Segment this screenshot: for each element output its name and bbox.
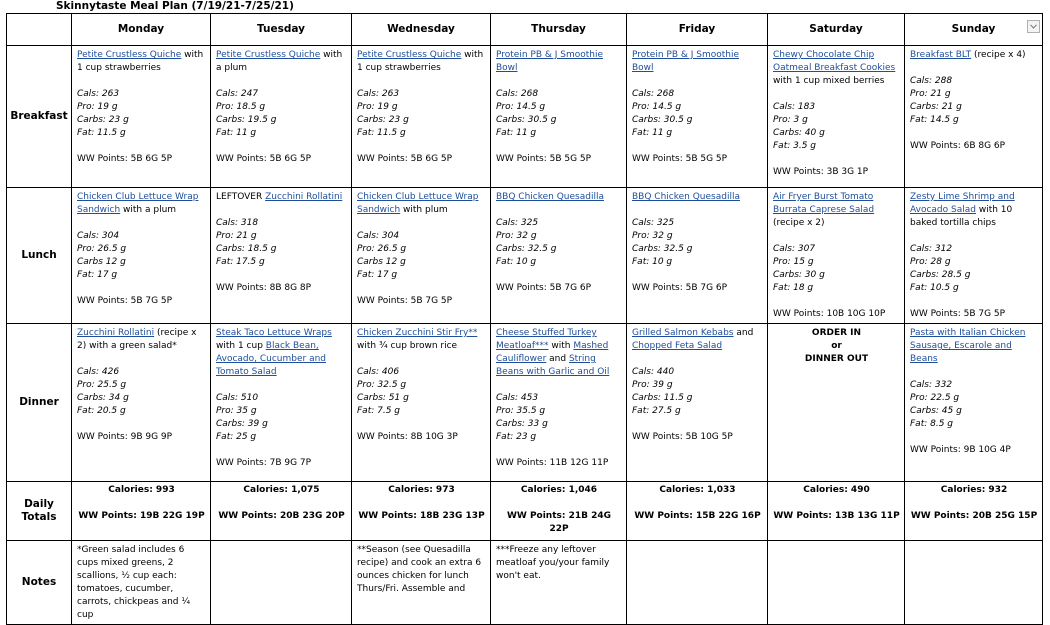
recipe-link[interactable]: Zucchini Rollatini xyxy=(265,192,343,202)
meal-description xyxy=(357,191,486,217)
row-label-lunch: Lunch xyxy=(7,188,72,324)
note-cell xyxy=(211,541,352,625)
spacer xyxy=(632,269,763,282)
nutrition-pro: Pro: 26.5 g xyxy=(77,244,127,254)
meal-cell xyxy=(491,46,627,188)
day-header: Tuesday xyxy=(211,14,352,46)
nutrition-fat: Fat: 14.5 g xyxy=(910,115,959,125)
meal-text: (recipe x 4) xyxy=(971,50,1026,60)
meal-text: with 10 baked tortilla chips xyxy=(910,205,1013,228)
meal-cell xyxy=(768,324,905,482)
recipe-link[interactable]: Petite Crustless Quiche xyxy=(216,50,321,60)
total-calories: Calories: 973 xyxy=(388,485,455,495)
spacer xyxy=(496,204,622,217)
spacer xyxy=(773,88,900,101)
nutrition-pro: Pro: 14.5 g xyxy=(632,102,682,112)
order-out-text: ORDER IN xyxy=(811,328,862,338)
total-ww-points: WW Points: 21B 24G 22P xyxy=(506,511,612,534)
nutrition-carbs: Carbs: 51 g xyxy=(357,393,409,403)
nutrition-cals: Cals: 268 xyxy=(496,89,539,99)
meal-description xyxy=(632,49,763,75)
nutrition-fat: Fat: 11 g xyxy=(632,128,673,138)
meal-cell xyxy=(72,188,211,324)
nutrition-cals: Cals: 453 xyxy=(496,393,539,403)
ww-points: WW Points: 5B 5G 5P xyxy=(496,154,592,164)
total-ww-points: WW Points: 19B 22G 19P xyxy=(78,511,205,521)
total-calories: Calories: 932 xyxy=(940,485,1008,495)
totals-label-line2: Totals xyxy=(21,511,57,523)
meal-description xyxy=(496,49,622,75)
nutrition-pro: Pro: 21 g xyxy=(216,231,257,241)
recipe-link[interactable]: Chicken Club Lettuce Wrap Sandwich xyxy=(77,192,199,215)
nutrition-fat: Fat: 10 g xyxy=(632,257,673,267)
nutrition-carbs: Carbs: 18.5 g xyxy=(216,244,277,254)
recipe-link[interactable]: BBQ Chicken Quesadilla xyxy=(496,192,604,202)
total-calories: Calories: 1,075 xyxy=(243,485,320,495)
totals-cell xyxy=(627,482,768,541)
spacer xyxy=(496,379,622,392)
meal-cell xyxy=(491,188,627,324)
recipe-link[interactable]: Petite Crustless Quiche xyxy=(357,50,462,60)
nutrition-fat: Fat: 27.5 g xyxy=(632,406,681,416)
meal-text: and xyxy=(733,328,754,338)
meal-description xyxy=(216,327,347,379)
meal-cell xyxy=(211,188,352,324)
ww-points: WW Points: 5B 7G 6P xyxy=(632,283,728,293)
totals-cell xyxy=(491,482,627,541)
nutrition-cals: Cals: 288 xyxy=(910,76,953,86)
note-cell xyxy=(627,541,768,625)
spacer xyxy=(910,127,1038,140)
meal-description xyxy=(77,327,206,353)
spacer xyxy=(496,269,622,282)
spacer xyxy=(496,140,622,153)
spacer xyxy=(773,295,900,308)
nutrition-carbs: Carbs: 45 g xyxy=(910,406,962,416)
nutrition-carbs: Carbs: 21 g xyxy=(910,102,962,112)
recipe-link[interactable]: Zesty Lime Shrimp and Avocado Salad xyxy=(910,192,1015,215)
total-ww-points: WW Points: 20B 23G 20P xyxy=(218,511,345,521)
ww-points: WW Points: 5B 5G 5P xyxy=(632,154,728,164)
day-header: Saturday xyxy=(768,14,905,46)
ww-points: WW Points: 5B 7G 5P xyxy=(77,296,173,306)
meal-description xyxy=(632,191,763,204)
meal-text: with plum xyxy=(400,205,448,215)
meal-description xyxy=(773,49,900,88)
meal-description xyxy=(496,327,622,379)
recipe-link[interactable]: Protein PB & J Smoothie Bowl xyxy=(496,50,604,73)
meal-cell xyxy=(768,188,905,324)
nutrition-pro: Pro: 25.5 g xyxy=(77,380,127,390)
recipe-link[interactable]: Chopped Feta Salad xyxy=(632,341,723,351)
recipe-link[interactable]: Chicken Club Lettuce Wrap Sandwich xyxy=(357,192,479,215)
ww-points: WW Points: 9B 9G 9P xyxy=(77,432,173,442)
meal-description xyxy=(216,49,347,75)
spacer xyxy=(910,230,1038,243)
nutrition-cals: Cals: 325 xyxy=(632,218,675,228)
note-cell xyxy=(905,541,1043,625)
corner-cell xyxy=(7,14,72,46)
row-label-notes: Notes xyxy=(7,541,72,625)
ww-points: WW Points: 11B 12G 11P xyxy=(496,458,609,468)
meal-text: (recipe x 2) xyxy=(773,218,825,228)
nutrition-fat: Fat: 11 g xyxy=(216,128,257,138)
nutrition-fat: Fat: 23 g xyxy=(496,432,537,442)
spacer xyxy=(632,75,763,88)
nutrition-cals: Cals: 263 xyxy=(77,89,120,99)
breakfast-row xyxy=(7,46,1043,188)
meal-description xyxy=(357,327,486,353)
recipe-link[interactable]: Petite Crustless Quiche xyxy=(77,50,182,60)
meal-cell xyxy=(491,324,627,482)
meal-description xyxy=(773,191,900,230)
row-label-totals xyxy=(7,482,72,541)
nutrition-fat: Fat: 11.5 g xyxy=(77,128,126,138)
nutrition-pro: Pro: 21 g xyxy=(910,89,951,99)
nutrition-cals: Cals: 406 xyxy=(357,367,400,377)
row-label-breakfast: Breakfast xyxy=(7,46,72,188)
ww-points: WW Points: 9B 10G 4P xyxy=(910,445,1011,455)
ww-points: WW Points: 5B 6G 5P xyxy=(216,154,312,164)
ww-points: WW Points: 5B 6G 5P xyxy=(77,154,173,164)
meal-plan-table xyxy=(6,13,1043,625)
ww-points: WW Points: 8B 10G 3P xyxy=(357,432,458,442)
nutrition-pro: Pro: 14.5 g xyxy=(496,102,546,112)
nutrition-cals: Cals: 268 xyxy=(632,89,675,99)
row-label-dinner: Dinner xyxy=(7,324,72,482)
nutrition-pro: Pro: 28 g xyxy=(910,257,951,267)
nutrition-carbs: Carbs: 40 g xyxy=(773,128,825,138)
nutrition-cals: Cals: 304 xyxy=(357,231,400,241)
note-cell xyxy=(768,541,905,625)
ww-points: WW Points: 3B 3G 1P xyxy=(773,167,869,177)
meal-description xyxy=(357,49,486,75)
meal-cell xyxy=(627,46,768,188)
nutrition-cals: Cals: 312 xyxy=(910,244,953,254)
nutrition-pro: Pro: 22.5 g xyxy=(910,393,960,403)
meal-text: and xyxy=(546,354,569,364)
nutrition-fat: Fat: 3.5 g xyxy=(773,141,817,151)
totals-row xyxy=(7,482,1043,541)
spacer xyxy=(910,295,1038,308)
recipe-link[interactable]: Mashed Cauliflower xyxy=(496,341,609,364)
nutrition-cals: Cals: 325 xyxy=(496,218,539,228)
day-header: Sunday xyxy=(905,14,1043,46)
nutrition-carbs: Carbs 12 g xyxy=(357,257,406,267)
meal-text: with 1 cup strawberries xyxy=(357,50,484,73)
lunch-row xyxy=(7,188,1043,324)
meal-cell xyxy=(768,46,905,188)
spacer xyxy=(910,62,1038,75)
spacer xyxy=(910,431,1038,444)
nutrition-fat: Fat: 10 g xyxy=(496,257,537,267)
nutrition-fat: Fat: 20.5 g xyxy=(77,406,126,416)
nutrition-pro: Pro: 15 g xyxy=(773,257,814,267)
recipe-link[interactable]: Steak Taco Lettuce Wraps xyxy=(216,328,332,338)
ww-points: WW Points: 10B 10G 10P xyxy=(773,309,886,319)
nutrition-pro: Pro: 35.5 g xyxy=(496,406,546,416)
spacer xyxy=(77,418,206,431)
nutrition-carbs: Carbs: 11.5 g xyxy=(632,393,693,403)
recipe-link[interactable]: String Beans with Garlic and Oil xyxy=(496,354,610,377)
meal-description xyxy=(77,49,206,75)
ww-points: WW Points: 6B 8G 6P xyxy=(910,141,1006,151)
nutrition-carbs: Carbs: 32.5 g xyxy=(632,244,693,254)
total-calories: Calories: 1,033 xyxy=(659,485,736,495)
total-calories: Calories: 1,046 xyxy=(520,485,598,495)
meal-description xyxy=(496,191,622,204)
total-ww-points: WW Points: 15B 22G 16P xyxy=(634,511,761,521)
nutrition-cals: Cals: 304 xyxy=(77,231,120,241)
spacer xyxy=(632,353,763,366)
nutrition-cals: Cals: 247 xyxy=(216,89,259,99)
meal-cell xyxy=(211,324,352,482)
meal-text: with 1 cup xyxy=(216,341,266,351)
nutrition-carbs: Carbs: 39 g xyxy=(216,419,268,429)
spacer xyxy=(632,140,763,153)
recipe-link[interactable]: Chicken Zucchini Stir Fry** xyxy=(357,328,478,338)
spacer xyxy=(357,140,486,153)
nutrition-pro: Pro: 3 g xyxy=(773,115,808,125)
spacer xyxy=(496,444,622,457)
spacer xyxy=(77,75,206,88)
recipe-link[interactable]: Protein PB & J Smoothie Bowl xyxy=(632,50,740,73)
recipe-link[interactable]: Air Fryer Burst Tomato Burrata Caprese Salad xyxy=(773,192,875,215)
spacer xyxy=(77,140,206,153)
meal-cell xyxy=(905,46,1043,188)
spacer xyxy=(496,75,622,88)
totals-cell xyxy=(768,482,905,541)
nutrition-carbs: Carbs 12 g xyxy=(77,257,126,267)
nutrition-pro: Pro: 32 g xyxy=(632,231,673,241)
spacer xyxy=(357,217,486,230)
meal-cell xyxy=(352,324,491,482)
recipe-link[interactable]: Chewy Chocolate Chip Oatmeal Breakfast Cookies xyxy=(773,50,896,73)
nutrition-carbs: Carbs: 23 g xyxy=(357,115,409,125)
note-cell: **Season (see Quesadilla recipe) and cook an extra 6 ounces chicken for lunch Thurs/Fri. Assemble and xyxy=(352,541,491,625)
spacer xyxy=(216,379,347,392)
meal-cell xyxy=(905,324,1043,482)
meal-cell xyxy=(627,188,768,324)
nutrition-pro: Pro: 39 g xyxy=(632,380,673,390)
totals-cell xyxy=(72,482,211,541)
header-row xyxy=(7,14,1043,46)
day-header: Friday xyxy=(627,14,768,46)
spacer xyxy=(357,353,486,366)
day-header: Monday xyxy=(72,14,211,46)
meal-cell xyxy=(72,46,211,188)
recipe-link[interactable]: Zucchini Rollatini xyxy=(77,328,155,338)
meal-text: with 1 cup mixed berries xyxy=(773,76,885,86)
nutrition-cals: Cals: 510 xyxy=(216,393,259,403)
ww-points: WW Points: 5B 7G 6P xyxy=(496,283,592,293)
nutrition-cals: Cals: 183 xyxy=(773,102,816,112)
nutrition-pro: Pro: 26.5 g xyxy=(357,244,407,254)
order-out-text: DINNER OUT xyxy=(804,354,869,364)
totals-cell xyxy=(352,482,491,541)
meal-description xyxy=(910,49,1038,62)
meal-cell xyxy=(352,188,491,324)
total-ww-points: WW Points: 13B 13G 11P xyxy=(773,511,900,521)
note-cell: *Green salad includes 6 cups mixed greens, 2 scallions, ½ cup each: tomatoes, cucumber, carrots, chickpeas and ¼ cup xyxy=(72,541,211,625)
nutrition-fat: Fat: 25 g xyxy=(216,432,257,442)
total-ww-points: WW Points: 20B 25G 15P xyxy=(910,511,1038,521)
ww-points: WW Points: 5B 10G 5P xyxy=(632,432,733,442)
recipe-link[interactable]: Pasta with Italian Chicken Sausage, Escarole and Beans xyxy=(910,328,1026,364)
nutrition-fat: Fat: 8.5 g xyxy=(910,419,954,429)
nutrition-fat: Fat: 17 g xyxy=(357,270,398,280)
meal-description xyxy=(216,191,347,204)
spacer xyxy=(773,230,900,243)
spacer xyxy=(632,418,763,431)
nutrition-fat: Fat: 7.5 g xyxy=(357,406,401,416)
nutrition-carbs: Carbs: 34 g xyxy=(77,393,129,403)
nutrition-cals: Cals: 263 xyxy=(357,89,400,99)
total-calories: Calories: 490 xyxy=(803,485,870,495)
nutrition-fat: Fat: 11.5 g xyxy=(357,128,406,138)
nutrition-cals: Cals: 332 xyxy=(910,380,953,390)
recipe-link[interactable]: Cheese Stuffed Turkey Meatloaf*** xyxy=(496,328,597,351)
spacer xyxy=(77,282,206,295)
nutrition-pro: Pro: 18.5 g xyxy=(216,102,266,112)
nutrition-pro: Pro: 19 g xyxy=(357,102,398,112)
recipe-link[interactable]: BBQ Chicken Quesadilla xyxy=(632,192,740,202)
spacer xyxy=(216,140,347,153)
nutrition-cals: Cals: 307 xyxy=(773,244,816,254)
spacer xyxy=(77,217,206,230)
day-header: Thursday xyxy=(491,14,627,46)
notes-row xyxy=(7,541,1043,625)
meal-text: LEFTOVER xyxy=(216,192,266,202)
spacer xyxy=(77,353,206,366)
dinner-row xyxy=(7,324,1043,482)
nutrition-carbs: Carbs: 23 g xyxy=(77,115,129,125)
meal-text: with a plum xyxy=(120,205,177,215)
ww-points: WW Points: 5B 7G 5P xyxy=(357,296,453,306)
meal-description xyxy=(910,327,1038,366)
nutrition-fat: Fat: 18 g xyxy=(773,283,814,293)
recipe-link[interactable]: Black Bean, Avocado, Cucumber and Tomato Salad xyxy=(216,341,327,377)
meal-cell xyxy=(72,324,211,482)
totals-label-line1: Daily xyxy=(24,498,54,510)
nutrition-pro: Pro: 19 g xyxy=(77,102,118,112)
spacer xyxy=(910,366,1038,379)
nutrition-carbs: Carbs: 33 g xyxy=(496,419,548,429)
spacer xyxy=(216,444,347,457)
note-cell: ***Freeze any leftover meatloaf you/your family won't eat. xyxy=(491,541,627,625)
nutrition-pro: Pro: 35 g xyxy=(216,406,257,416)
nutrition-carbs: Carbs: 30 g xyxy=(773,270,825,280)
page-title: Skinnytaste Meal Plan (7/19/21-7/25/21) xyxy=(56,0,294,12)
day-header: Wednesday xyxy=(352,14,491,46)
meal-cell xyxy=(352,46,491,188)
ww-points: WW Points: 8B 8G 8P xyxy=(216,283,312,293)
spacer xyxy=(216,75,347,88)
nutrition-fat: Fat: 17.5 g xyxy=(216,257,265,267)
spacer xyxy=(357,282,486,295)
totals-cell xyxy=(211,482,352,541)
nutrition-pro: Pro: 32 g xyxy=(496,231,537,241)
spacer xyxy=(357,418,486,431)
nutrition-fat: Fat: 11 g xyxy=(496,128,537,138)
meal-text: with a plum xyxy=(216,50,343,73)
spacer xyxy=(632,204,763,217)
meal-cell xyxy=(211,46,352,188)
nutrition-carbs: Carbs: 19.5 g xyxy=(216,115,277,125)
ww-points: WW Points: 7B 9G 7P xyxy=(216,458,312,468)
recipe-link[interactable]: Breakfast BLT xyxy=(910,50,972,60)
meal-description xyxy=(910,191,1038,230)
total-ww-points: WW Points: 18B 23G 13P xyxy=(358,511,485,521)
meal-text: with 1 cup strawberries xyxy=(77,50,204,73)
nutrition-carbs: Carbs: 32.5 g xyxy=(496,244,557,254)
nutrition-pro: Pro: 32.5 g xyxy=(357,380,407,390)
total-calories: Calories: 993 xyxy=(108,485,175,495)
nutrition-carbs: Carbs: 28.5 g xyxy=(910,270,971,280)
nutrition-fat: Fat: 10.5 g xyxy=(910,283,959,293)
nutrition-carbs: Carbs: 30.5 g xyxy=(496,115,557,125)
nutrition-cals: Cals: 426 xyxy=(77,367,120,377)
spacer xyxy=(216,204,347,217)
recipe-link[interactable]: Grilled Salmon Kebabs xyxy=(632,328,734,338)
meal-cell xyxy=(627,324,768,482)
meal-cell xyxy=(905,188,1043,324)
ww-points: WW Points: 5B 7G 5P xyxy=(910,309,1006,319)
meal-text: (recipe x 2) with a green salad* xyxy=(77,328,197,351)
meal-text: with xyxy=(548,341,574,351)
meal-description xyxy=(632,327,763,353)
spacer xyxy=(357,75,486,88)
spacer xyxy=(773,153,900,166)
meal-text: with ¾ cup brown rice xyxy=(357,341,458,351)
nutrition-carbs: Carbs: 30.5 g xyxy=(632,115,693,125)
nutrition-fat: Fat: 17 g xyxy=(77,270,118,280)
spacer xyxy=(216,269,347,282)
order-out-text: or xyxy=(831,341,842,351)
totals-cell xyxy=(905,482,1043,541)
meal-description xyxy=(77,191,206,217)
nutrition-cals: Cals: 440 xyxy=(632,367,675,377)
nutrition-cals: Cals: 318 xyxy=(216,218,259,228)
ww-points: WW Points: 5B 6G 5P xyxy=(357,154,453,164)
